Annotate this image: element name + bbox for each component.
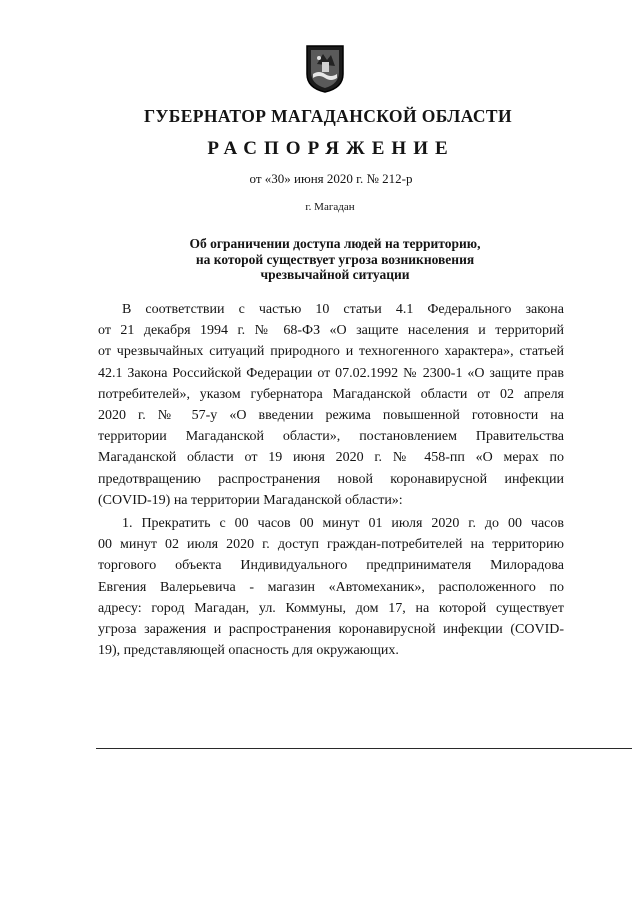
text-line: от чрезвычайных ситуаций природного и техногенного характера», статьей	[98, 344, 564, 360]
document-date-number: от «30» июня 2020 г. № 212-р	[249, 171, 413, 186]
preamble-paragraph	[98, 299, 564, 511]
clause-1-paragraph	[98, 513, 564, 661]
text-line: 00 минут 02 июля 2020 г. доступ граждан-потребителей на территорию	[98, 537, 564, 553]
text-line: 2020 г. № 57-у «О введении режима повышенной готовности на	[98, 408, 564, 424]
text-line: угроза заражения и распространения коронавирусной инфекции (COVID-	[98, 622, 564, 638]
text-line: адресу: город Магадан, ул. Коммуны, дом 17, на которой существует	[98, 600, 564, 616]
text-line: потребителей», указом губернатора Магаданской области от 02 апреля	[98, 386, 564, 402]
text-line: 1. Прекратить с 00 часов 00 минут 01 июля 2020 г. до 00 часов	[122, 516, 564, 532]
coat-of-arms-icon	[305, 44, 345, 94]
text-line: В соответствии с частью 10 статьи 4.1 Федерального закона	[122, 302, 564, 317]
text-line: торгового объекта Индивидуального предпринимателя Милорадова	[98, 558, 564, 574]
issuer-title: ГУБЕРНАТОР МАГАДАНСКОЙ ОБЛАСТИ	[143, 106, 512, 126]
text-line: Магаданской области от 19 июня 2020 г. № 458-пп «О мерах по	[98, 450, 564, 466]
text-line: территории Магаданской области», постановлением Правительства	[98, 429, 564, 445]
document-body	[98, 299, 564, 661]
page-divider	[96, 748, 632, 749]
subject-line: Об ограничении доступа людей на территорию,	[189, 236, 481, 251]
text-line: 42.1 Закона Российской Федерации от 07.02.1992 № 2300-1 «О защите прав	[98, 365, 564, 381]
subject-line: чрезвычайной ситуации	[260, 267, 410, 282]
text-line: 19), представляющей опасность для окружающих.	[98, 643, 399, 659]
document-type: РАСПОРЯЖЕНИЕ	[207, 138, 455, 159]
document-subject	[150, 236, 520, 283]
text-line: (COVID-19) на территории Магаданской области»:	[98, 492, 403, 508]
text-line: предотвращению распространения новой коронавирусной инфекции	[98, 471, 564, 487]
text-line: Евгения Валерьевича - магазин «Автомеханик», расположенного по	[98, 579, 564, 595]
document-city: г. Магадан	[305, 201, 355, 213]
text-line: от 21 декабря 1994 г. № 68-ФЗ «О защите населения и территорий	[98, 323, 564, 339]
subject-line: на которой существует угроза возникновения	[195, 251, 475, 267]
